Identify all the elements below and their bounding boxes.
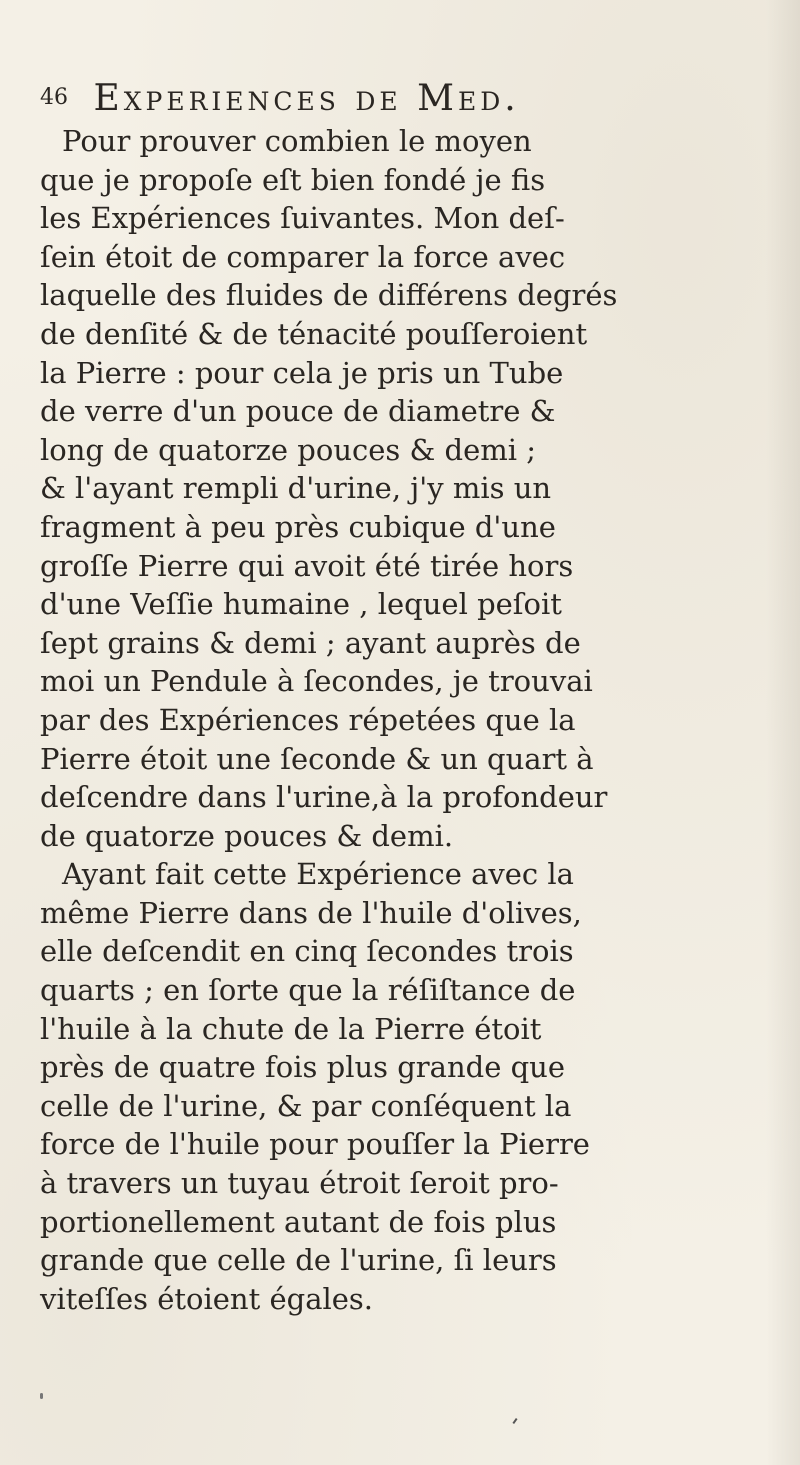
text-line: ſept grains & demi ; ayant auprès de xyxy=(40,625,581,660)
text-line: force de l'huile pour pouſſer la Pierre xyxy=(40,1127,590,1162)
text-line: près de quatre fois plus grande que xyxy=(40,1050,565,1085)
text-line: portionellement autant de fois plus xyxy=(40,1204,557,1239)
ink-speck xyxy=(40,1393,43,1399)
pencil-mark xyxy=(512,1418,517,1424)
text-line: fragment à peu près cubique d'une xyxy=(40,509,556,544)
text-line: & l'ayant rempli d'urine, j'y mis un xyxy=(40,471,552,506)
text-line: Pierre étoit une ſeconde & un quart à xyxy=(40,741,594,776)
text-line: la Pierre : pour cela je pris un Tube xyxy=(40,355,564,390)
text-line: groſſe Pierre qui avoit été tirée hors xyxy=(40,548,574,583)
text-line: laquelle des fluides de différens degrés xyxy=(40,278,618,313)
text-line: même Pierre dans de l'huile d'olives, xyxy=(40,895,582,930)
running-title: Experiences de Med. xyxy=(93,78,520,119)
text-line: à travers un tuyau étroit ſeroit pro- xyxy=(40,1166,559,1201)
text-line: moi un Pendule à ſecondes, je trouvai xyxy=(40,664,593,699)
text-line: grande que celle de l'urine, ſi leurs xyxy=(40,1243,557,1278)
text-line: les Expériences ſuivantes. Mon deſ- xyxy=(40,201,565,236)
text-line: que je propoſe eſt bien fondé je fis xyxy=(40,162,546,197)
text-line: Ayant fait cette Expérience avec la xyxy=(62,857,574,892)
text-line: de denſité & de ténacité pouſſeroient xyxy=(40,316,588,351)
text-line: de verre d'un pouce de diametre & xyxy=(40,394,556,429)
text-line: viteſſes étoient égales. xyxy=(40,1281,374,1316)
text-line: de quatorze pouces & demi. xyxy=(40,818,454,853)
text-line: ſein étoit de comparer la force avec xyxy=(40,239,566,274)
text-line: deſcendre dans l'urine,à la profondeur xyxy=(40,780,608,815)
text-line: Pour prouver combien le moyen xyxy=(62,124,532,158)
body-text xyxy=(40,122,780,1318)
running-header xyxy=(40,78,780,122)
text-line: elle deſcendit en cinq ſecondes trois xyxy=(40,934,574,969)
text-line: par des Expériences répetées que la xyxy=(40,702,576,737)
page-number: 46 xyxy=(40,85,68,110)
text-line: long de quatorze pouces & demi ; xyxy=(40,432,537,467)
text-line: celle de l'urine, & par conſéquent la xyxy=(40,1088,572,1123)
text-line: l'huile à la chute de la Pierre étoit xyxy=(40,1011,542,1046)
text-line: d'une Veſſie humaine , lequel peſoit xyxy=(40,587,562,622)
text-line: quarts ; en ſorte que la réſiſtance de xyxy=(40,973,576,1008)
